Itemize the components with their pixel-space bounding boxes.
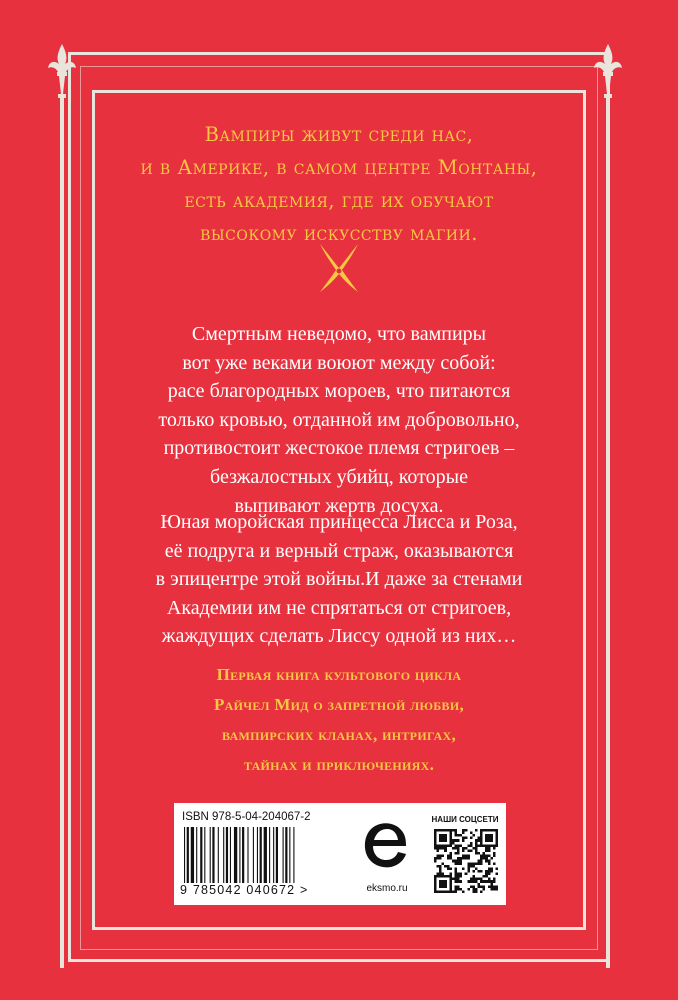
paragraph-line: безжалостных убийц, которые xyxy=(210,465,468,488)
tagline-line: Первая книга культового цикла xyxy=(216,665,462,684)
paragraph-line: жаждущих сделать Лиссу одной из них… xyxy=(161,625,517,648)
paragraph-line: расе благородных мороев, что питаются xyxy=(167,380,511,403)
barcode-panel xyxy=(174,803,506,905)
paragraph-line: её подруга и верный страж, оказываются xyxy=(164,539,514,562)
headline-line: высокому искусству магии. xyxy=(200,222,478,245)
fleur-de-lis-finial-icon xyxy=(592,42,624,112)
social-networks-label: НАШИ СОЦСЕТИ xyxy=(431,815,499,824)
eksmo-logo-icon xyxy=(358,817,414,873)
crossed-daggers-ornament-icon xyxy=(314,240,364,296)
headline xyxy=(100,118,578,250)
paragraph-line: только кровью, отданной им добровольно, xyxy=(158,408,520,431)
series-tagline xyxy=(110,660,568,780)
paragraph-line: выпивают жертв досуха. xyxy=(234,494,444,517)
paragraph-line: противостоит жестокое племя стригоев – xyxy=(163,437,515,460)
barcode-digits: 9 785042 040672 > xyxy=(180,883,309,897)
paragraph-line: Смертным неведомо, что вампиры xyxy=(191,323,487,345)
paragraph-line: в эпицентре этой войны.И даже за стенами xyxy=(155,568,523,591)
headline-line: и в Америке, в самом центре Монтаны, xyxy=(140,156,538,179)
paragraph-line: Юная моройская принцесса Лисса и Роза, xyxy=(160,511,518,533)
barcode-icon xyxy=(182,827,332,883)
headline-line: есть академия, где их обучают xyxy=(184,189,494,212)
qr-code-icon xyxy=(434,829,498,893)
tagline-line: тайнах и приключениях. xyxy=(243,755,435,774)
right-post xyxy=(598,42,618,962)
tagline-line: вампирских кланах, интригах, xyxy=(221,725,457,744)
paragraph-line: Академии им не спрятаться от стригоев, xyxy=(166,596,512,619)
description-paragraph-1 xyxy=(110,320,568,520)
left-post xyxy=(52,42,72,962)
isbn-label: ISBN 978-5-04-204067-2 xyxy=(182,811,311,823)
paragraph-line: вот уже веками воюют между собой: xyxy=(182,351,496,374)
headline-line: Вампиры живут среди нас, xyxy=(204,123,474,146)
publisher-url: eksmo.ru xyxy=(366,883,408,894)
tagline-line: Райчел Мид о запретной любви, xyxy=(214,695,464,714)
fleur-de-lis-finial-icon xyxy=(46,42,78,112)
description-paragraph-2 xyxy=(110,508,568,651)
